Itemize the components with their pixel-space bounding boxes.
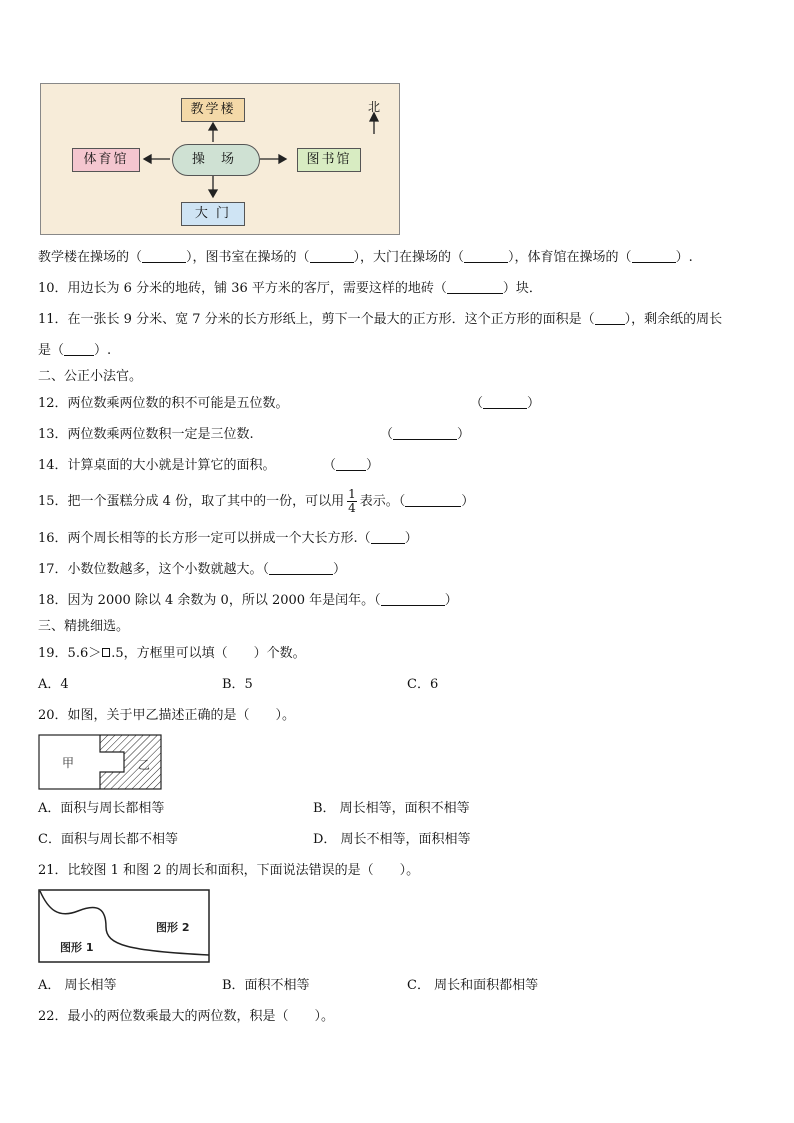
question-11: 11．在一张长 9 分米、宽 7 分米的长方形纸上，剪下一个最大的正方形．这个正方形的面积是（ ），剩余纸的周长 [38, 312, 723, 327]
question-13: 13．两位数乘两位数积一定是三位数. （ ） [38, 427, 471, 442]
small-box-icon [102, 648, 110, 657]
answer-blank[interactable] [371, 531, 405, 544]
answer-blank[interactable] [447, 281, 503, 294]
answer-blank[interactable] [336, 458, 366, 471]
q21-option-c[interactable]: C． 周长和面积都相等 [407, 978, 539, 993]
q20-figure [38, 734, 162, 790]
answer-blank[interactable] [405, 494, 461, 507]
q20-label-yi: 乙 [138, 758, 151, 772]
map-gate: 大 门 [181, 202, 245, 226]
question-21: 21．比较图 1 和图 2 的周长和面积，下面说法错误的是（ ）。 [38, 863, 420, 878]
question-20: 20．如图，关于甲乙描述正确的是（ ）。 [38, 708, 296, 723]
campus-map-figure [40, 83, 400, 235]
fraction-one-quarter: $\frac{1}{4}$ [348, 487, 356, 515]
question-15: 15．把一个蛋糕分成 4 份，取了其中的一份，可以用 $\frac{1}{4}$ 表示。（ ） [38, 487, 475, 515]
q21-fig1-label: 图形 1 [60, 941, 94, 954]
answer-blank[interactable] [64, 343, 94, 356]
question-19: 19．5.6＞ .5，方框里可以填（ ）个数。 [38, 646, 306, 661]
answer-blank[interactable] [142, 250, 186, 263]
map-playground: 操 场 [172, 144, 260, 176]
section-3-heading: 三、精挑细选。 [38, 619, 130, 634]
answer-blank[interactable] [310, 250, 354, 263]
q21-fig2-label: 图形 2 [156, 921, 190, 934]
q21-figure [38, 889, 210, 963]
section-2-heading: 二、公正小法官。 [38, 369, 143, 384]
question-11-cont: 是（ ）. [38, 343, 112, 358]
q21-option-b[interactable]: B．面积不相等 [222, 978, 310, 993]
question-9: 教学楼在操场的（ ），图书室在操场的（ ），大门在操场的（ ），体育馆在操场的（ ）. [38, 250, 693, 265]
answer-blank[interactable] [381, 593, 445, 606]
question-12: 12．两位数乘两位数的积不可能是五位数。 （ ） [38, 396, 541, 411]
q21-option-a[interactable]: A． 周长相等 [38, 978, 117, 993]
question-17: 17．小数位数越多，这个小数就越大。（ ） [38, 562, 347, 577]
question-10: 10．用边长为 6 分米的地砖，铺 36 平方米的客厅，需要这样的地砖（ ）块． [38, 281, 542, 296]
q19-option-a[interactable]: A．4 [38, 677, 69, 692]
answer-blank[interactable] [393, 427, 457, 440]
question-14: 14．计算桌面的大小就是计算它的面积。 （ ） [38, 458, 380, 473]
map-gym: 体育馆 [72, 148, 140, 172]
question-18: 18．因为 2000 除以 4 余数为 0，所以 2000 年是闰年。（ ） [38, 593, 458, 608]
q19-option-c[interactable]: C．6 [407, 677, 439, 692]
answer-blank[interactable] [632, 250, 676, 263]
q20-option-b[interactable]: B． 周长相等，面积不相等 [313, 801, 470, 816]
answer-blank[interactable] [464, 250, 508, 263]
map-library: 图书馆 [297, 148, 361, 172]
q20-label-jia: 甲 [62, 756, 75, 770]
question-22: 22．最小的两位数乘最大的两位数，积是（ ）。 [38, 1009, 335, 1024]
map-north-label: 北 [368, 100, 381, 114]
map-teaching-building: 教学楼 [181, 98, 245, 122]
answer-blank[interactable] [595, 312, 625, 325]
q19-option-b[interactable]: B．5 [222, 677, 253, 692]
answer-blank[interactable] [483, 396, 527, 409]
q20-option-d[interactable]: D． 周长不相等，面积相等 [313, 832, 471, 847]
question-16: 16．两个周长相等的长方形一定可以拼成一个大长方形.（ ） [38, 531, 418, 546]
q20-option-a[interactable]: A．面积与周长都相等 [38, 801, 165, 816]
answer-blank[interactable] [269, 562, 333, 575]
q20-option-c[interactable]: C．面积与周长都不相等 [38, 832, 178, 847]
